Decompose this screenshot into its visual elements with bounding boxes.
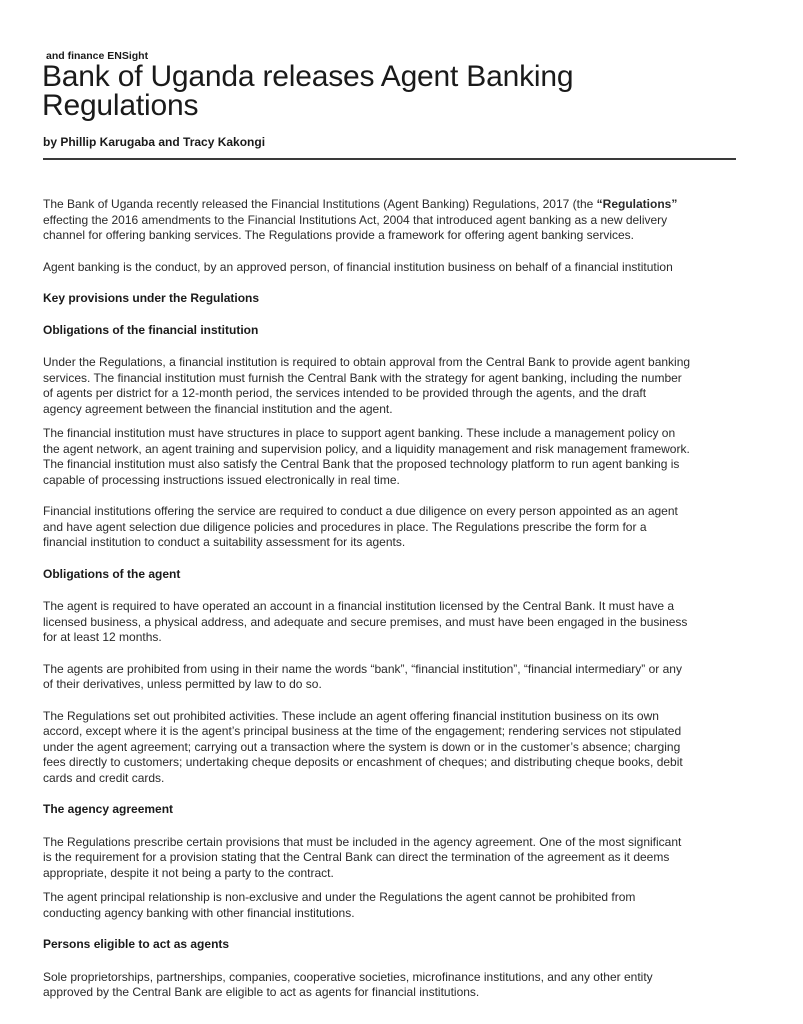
heading-agent-obligations: Obligations of the agent bbox=[43, 566, 181, 581]
text-line: The Regulations prescribe certain provisions that must be included in the agency agreement. One of the most significant bbox=[43, 834, 682, 849]
text-line bbox=[43, 197, 803, 213]
article-title-line-1: Bank of Uganda releases Agent Banking bbox=[42, 60, 574, 93]
paragraph-structures bbox=[43, 426, 803, 488]
paragraph-non-exclusive bbox=[43, 890, 803, 921]
text-line: services. The financial institution must furnish the Central Bank with the strategy for agent banking, including the number bbox=[43, 370, 682, 385]
text-line: The agent is required to have operated an account in a financial institution licensed by the Central Bank. It must have a bbox=[43, 599, 675, 613]
section-kicker: and finance ENSight bbox=[46, 50, 149, 62]
text-line: the agent network, an agent training and supervision policy, and a liquidity management and risk management framework. bbox=[43, 441, 690, 456]
text-run: The Bank of Uganda recently released the Financial Institutions (Agent Banking) Regulations, 2017 (the bbox=[43, 197, 597, 211]
text-line: channel for offering banking services. The Regulations provide a framework for offering agent banking services. bbox=[43, 228, 634, 242]
text-line: The agent principal relationship is non-exclusive and under the Regulations the agent cannot be prohibited from bbox=[43, 890, 636, 904]
paragraph-prohibited-names bbox=[43, 662, 803, 693]
text-line: accord, except where it is the agent’s principal business at the time of the engagement; rendering services not stipulated bbox=[43, 724, 682, 738]
text-line: cards and credit cards. bbox=[43, 770, 165, 785]
text-line: Sole proprietorships, partnerships, companies, cooperative societies, microfinance institutions, and any other entity bbox=[43, 969, 653, 984]
text-line: Financial institutions offering the service are required to conduct a due diligence on every person appointed as an agent bbox=[43, 504, 678, 518]
article-body bbox=[43, 197, 803, 1001]
article-title-line-2: Regulations bbox=[42, 89, 199, 122]
text-line: financial institution to conduct a suitability assessment for its agents. bbox=[43, 535, 406, 549]
article-title bbox=[42, 62, 742, 120]
paragraph-agreement-provisions bbox=[43, 835, 803, 882]
text-line: of their derivatives, unless permitted by law to do so. bbox=[43, 677, 322, 691]
heading-agency-agreement: The agency agreement bbox=[43, 802, 174, 816]
regulations-defined-term: “Regulations” bbox=[596, 197, 678, 211]
text-line: appropriate, despite it not being a party to the contract. bbox=[43, 865, 334, 880]
paragraph-intro bbox=[43, 197, 803, 244]
text-line: effecting the 2016 amendments to the Financial Institutions Act, 2004 that introduced agent banking as a new delivery bbox=[43, 212, 668, 227]
text-line: agency agreement between the financial institution and the agent. bbox=[43, 401, 393, 416]
paragraph-approval bbox=[43, 355, 803, 417]
article-byline: by Phillip Karugaba and Tracy Kakongi bbox=[43, 135, 266, 149]
paragraph-agent-account bbox=[43, 599, 803, 646]
heading-key-provisions: Key provisions under the Regulations bbox=[43, 291, 260, 305]
title-divider bbox=[43, 158, 736, 160]
text-line: Agent banking is the conduct, by an approved person, of financial institution business on behalf of a financial institution bbox=[43, 259, 673, 274]
text-line: fees directly to customers; undertaking cheque deposits or encashment of cheques; and distributing cheque books, debit bbox=[43, 755, 683, 769]
text-line: The financial institution must have structures in place to support agent banking. These include a management policy on bbox=[43, 426, 676, 440]
text-line: of agents per district for a 12-month period, the services intended to be provided through the agents, and the draft bbox=[43, 386, 647, 400]
text-line: and have agent selection due diligence policies and procedures in place. The Regulations prescribe the form for a bbox=[43, 519, 647, 534]
text-line: for at least 12 months. bbox=[43, 630, 162, 644]
text-line: under the agent agreement; carrying out a transaction where the system is down or in the customer’s absence; charging bbox=[43, 739, 681, 754]
heading-financial-institution-obligations: Obligations of the financial institution bbox=[43, 322, 259, 337]
text-line: The Regulations set out prohibited activities. These include an agent offering financial institution business on its own bbox=[43, 708, 659, 723]
paragraph-prohibited-activities bbox=[43, 709, 803, 787]
text-line: conducting agency banking with other financial institutions. bbox=[43, 905, 355, 920]
text-line: licensed business, a physical address, and adequate and secure premises, and must have been engaged in the business bbox=[43, 614, 688, 629]
text-line: Under the Regulations, a financial institution is required to obtain approval from the Central Bank to provide agent banking bbox=[43, 355, 691, 369]
text-line: approved by the Central Bank are eligible to act as agents for financial institutions. bbox=[43, 985, 480, 999]
text-line: is the requirement for a provision stating that the Central Bank can direct the termination of the agreement as it deems bbox=[43, 850, 670, 864]
paragraph-due-diligence bbox=[43, 504, 803, 551]
text-line: The financial institution must also satisfy the Central Bank that the proposed technology platform to run agent banking is bbox=[43, 457, 680, 471]
text-line: capable of processing instructions issued electronically in real time. bbox=[43, 472, 400, 487]
paragraph-eligible-entities bbox=[43, 970, 803, 1001]
heading-eligible-agents: Persons eligible to act as agents bbox=[43, 937, 230, 951]
paragraph-definition bbox=[43, 260, 803, 276]
text-line: The agents are prohibited from using in their name the words “bank”, “financial institution”, “financial intermediary” or any bbox=[43, 661, 682, 676]
